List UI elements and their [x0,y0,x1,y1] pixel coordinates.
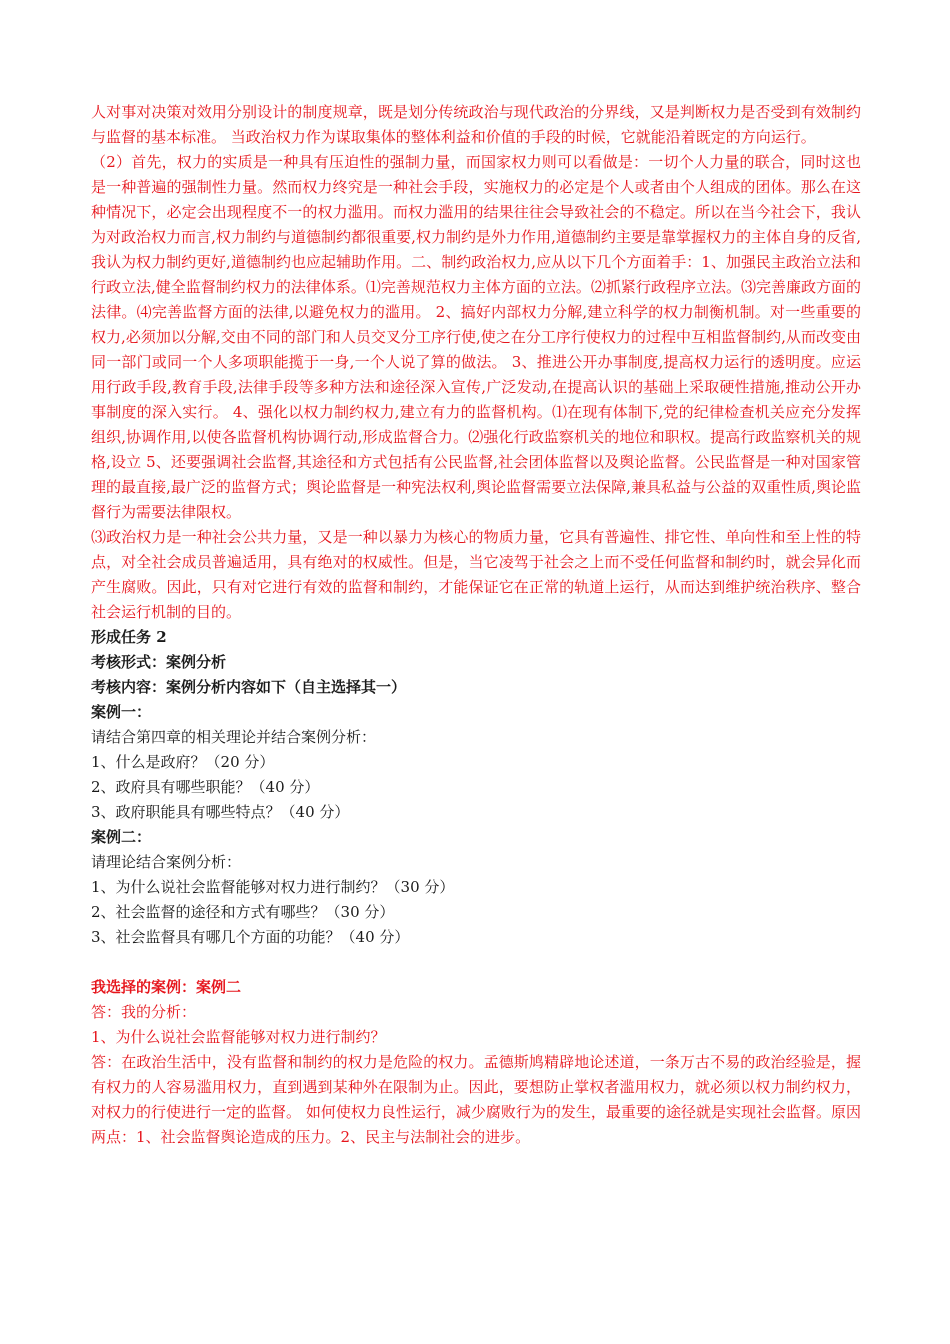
case-one-question-3: 3、政府职能具有哪些特点？（40 分） [91,803,350,821]
answer-intro: 答：我的分析： [91,1003,197,1021]
paragraph-political-power-nature: ⑶政治权力是一种社会公共力量，又是一种以暴力为核心的物质力量，它具有普遍性、排它性、单向性和至上性的特点，对全社会成员普遍适用，具有绝对的权威性。但是，当它凌驾于社会之上而不受任何监督和制约时，就会异化而产生腐败。因此，只有对它进行有效的监督和制约，才能保证它在正常的轨道上运行，从而达到维护统治秩序、整合社会运行机制的目的。 [91,528,861,621]
case-two-question-3: 3、社会监督具有哪几个方面的功能？（40 分） [91,928,410,946]
blank-line [91,950,861,975]
answer-text: 答：在政治生活中，没有监督和制约的权力是危险的权力。孟德斯鸠精辟地论述道，一条万古不易的政治经验是，握有权力的人容易滥用权力，直到遇到某种外在限制为止。因此，要想防止掌权者滥用权力，就必须以权力制约权力，对权力的行使进行一定的监督。 如何使权力良性运行，减少腐败行为的发生，最重要的途径就是实现社会监督。原因两点：1、社会监督舆论造成的压力。2、民主与法制社会的进步。 [91,1053,861,1146]
selected-case: 我选择的案例：案例二 [91,978,242,996]
case-one-title: 案例一： [91,703,152,721]
answer-question-1: 1、为什么说社会监督能够对权力进行制约？ [91,1028,386,1046]
case-two-title: 案例二： [91,828,152,846]
assessment-content: 考核内容：案例分析内容如下（自主选择其一） [91,678,407,696]
case-one-question-1: 1、什么是政府？（20 分） [91,753,275,771]
case-two-question-1: 1、为什么说社会监督能够对权力进行制约？（30 分） [91,878,455,896]
assessment-form: 考核形式：案例分析 [91,653,227,671]
case-one-intro: 请结合第四章的相关理论并结合案例分析： [91,728,377,746]
task-title: 形成任务 2 [91,628,167,646]
paragraph-power-regulation: 人对事对决策对效用分别设计的制度规章，既是划分传统政治与现代政治的分界线，又是判断权力是否受到有效制约与监督的基本标准。 当政治权力作为谋取集体的整体利益和价值的手段的时候，它就能沿着既定的方向运行。 [91,103,861,146]
document-page [91,100,861,1150]
case-one-question-2: 2、政府具有哪些职能？（40 分） [91,778,320,796]
case-two-question-2: 2、社会监督的途径和方式有哪些？（30 分） [91,903,395,921]
paragraph-power-constraint-measures: （2）首先，权力的实质是一种具有压迫性的强制力量，而国家权力则可以看做是：一切个人力量的联合，同时这也是一种普遍的强制性力量。然而权力终究是一种社会手段，实施权力的必定是个人或者由个人组成的团体。那么在这种情况下，必定会出现程度不一的权力滥用。而权力滥用的结果往往会导致社会的不稳定。所以在当今社会下，我认为对政治权力而言,权力制约与道德制约都很重要,权力制约是外力作用,道德制约主要是靠掌握权力的主体自身的反省,我认为权力制约更好,道德制约也应起辅助作用。二、制约政治权力,应从以下几个方面着手：1、加强民主政治立法和行政立法,健全监督制约权力的法律体系。⑴完善规范权力主体方面的立法。⑵抓紧行政程序立法。⑶完善廉政方面的法律。⑷完善监督方面的法律,以避免权力的滥用。 2、搞好内部权力分解,建立科学的权力制衡机制。对一些重要的权力,必须加以分解,交由不同的部门和人员交叉分工序行使,使之在分工序行使权力的过程中互相监督制约,从而改变由同一部门或同一个人多项职能揽于一身,一个人说了算的做法。 3、推进公开办事制度,提高权力运行的透明度。应运用行政手段,教育手段,法律手段等多种方法和途径深入宣传,广泛发动,在提高认识的基础上采取硬性措施,推动公开办事制度的深入实行。 4、强化以权力制约权力,建立有力的监督机构。⑴在现有体制下,党的纪律检查机关应充分发挥组织,协调作用,以使各监督机构协调行动,形成监督合力。⑵强化行政监察机关的地位和职权。提高行政监察机关的规格,设立 5、还要强调社会监督,其途径和方式包括有公民监督,社会团体监督以及舆论监督。公民监督是一种对国家管理的最直接,最广泛的监督方式；舆论监督是一种宪法权利,舆论监督需要立法保障,兼具私益与公益的双重性质,舆论监督行为需要法律限权。 [91,153,861,521]
case-two-intro: 请理论结合案例分析： [91,853,242,871]
